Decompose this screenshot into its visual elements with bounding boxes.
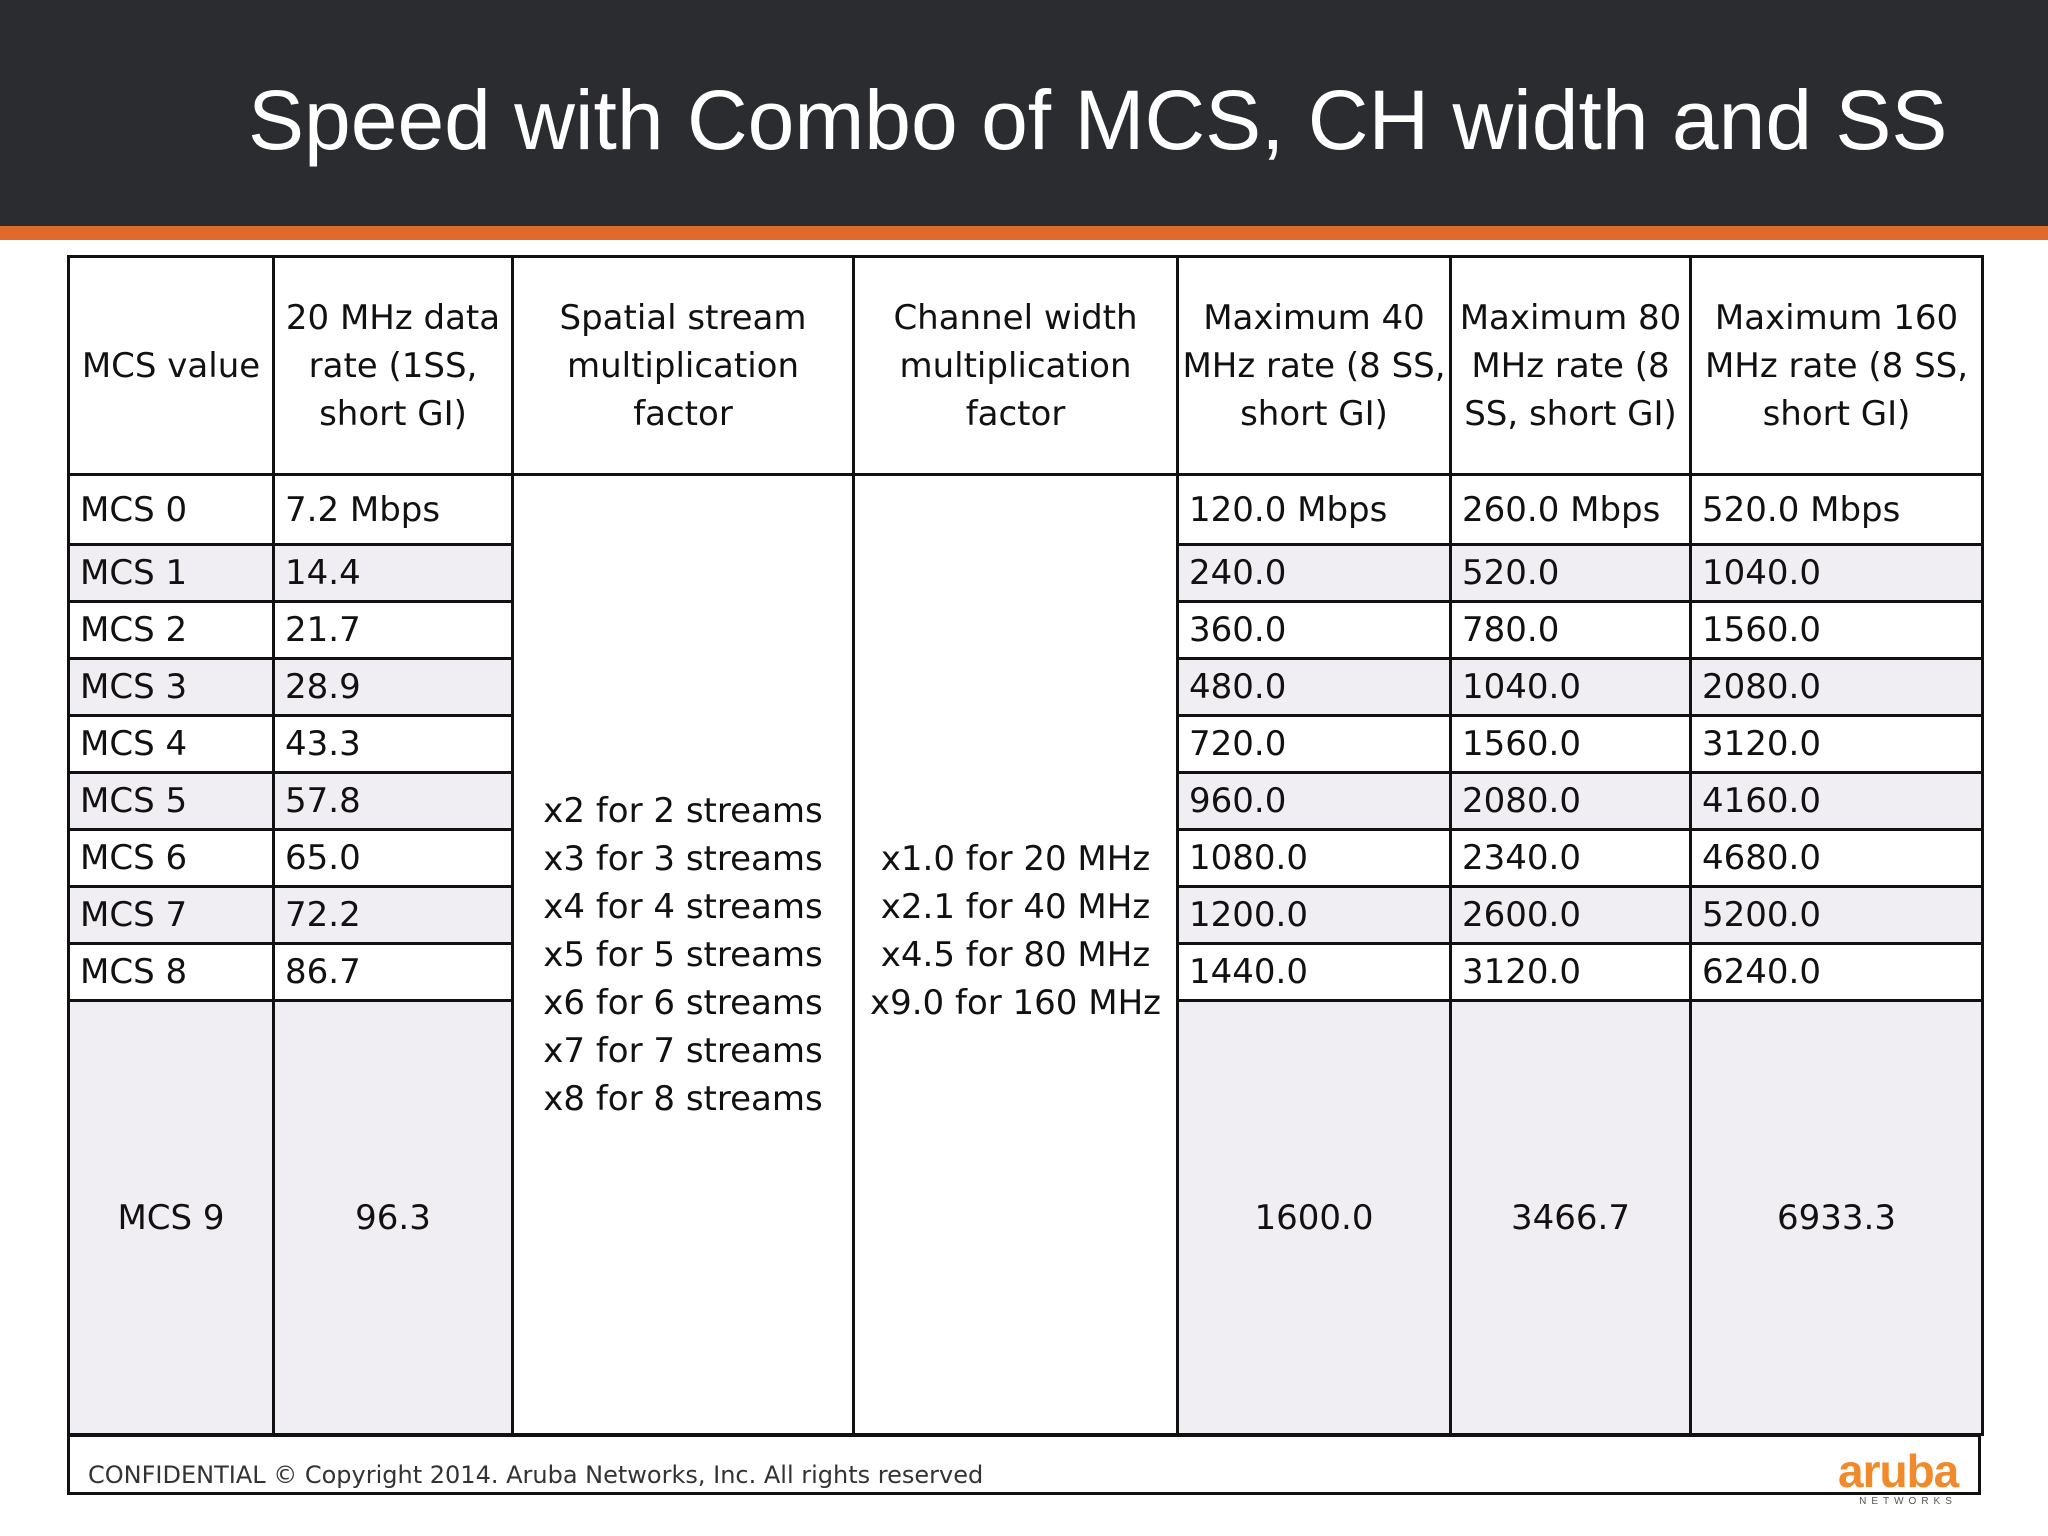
cell-rate-160: 4680.0 (1691, 830, 1983, 887)
cell-rate-40: 720.0 (1178, 716, 1451, 773)
cell-rate-20: 7.2 Mbps (274, 475, 513, 545)
cell-rate-20: 72.2 (274, 887, 513, 944)
spatial-factor-line: x3 for 3 streams (543, 838, 823, 879)
cell-rate-20: 65.0 (274, 830, 513, 887)
cell-rate-160: 1560.0 (1691, 602, 1983, 659)
cell-rate-20: 86.7 (274, 944, 513, 1001)
cell-rate-20: 57.8 (274, 773, 513, 830)
cell-rate-80: 1560.0 (1451, 716, 1691, 773)
channel-factor-line: x9.0 for 160 MHz (869, 982, 1161, 1023)
cell-rate-160: 5200.0 (1691, 887, 1983, 944)
spatial-factor-line: x4 for 4 streams (543, 886, 823, 927)
cell-rate-160: 6240.0 (1691, 944, 1983, 1001)
cell-mcs: MCS 8 (69, 944, 274, 1001)
cell-rate-160: 6933.3 (1691, 1001, 1983, 1435)
cell-rate-20: 96.3 (274, 1001, 513, 1435)
cell-rate-40: 1600.0 (1178, 1001, 1451, 1435)
cell-mcs: MCS 6 (69, 830, 274, 887)
logo-subtext: NETWORKS (1859, 1496, 1957, 1507)
cell-mcs: MCS 0 (69, 475, 274, 545)
cell-rate-80: 520.0 (1451, 545, 1691, 602)
cell-rate-80: 260.0 Mbps (1451, 475, 1691, 545)
header-80mhz-rate: Maximum 80 MHz rate (8 SS, short GI) (1451, 257, 1691, 475)
cell-rate-40: 960.0 (1178, 773, 1451, 830)
cell-rate-40: 1200.0 (1178, 887, 1451, 944)
cell-mcs: MCS 2 (69, 602, 274, 659)
cell-rate-80: 2340.0 (1451, 830, 1691, 887)
cell-rate-40: 120.0 Mbps (1178, 475, 1451, 545)
channel-factor-line: x4.5 for 80 MHz (880, 934, 1151, 975)
spatial-factor-line: x8 for 8 streams (543, 1078, 823, 1119)
cell-mcs: MCS 4 (69, 716, 274, 773)
spatial-factor-cell (513, 475, 854, 1435)
cell-mcs: MCS 5 (69, 773, 274, 830)
cell-rate-40: 360.0 (1178, 602, 1451, 659)
cell-rate-40: 1440.0 (1178, 944, 1451, 1001)
cell-rate-80: 3466.7 (1451, 1001, 1691, 1435)
cell-rate-40: 1080.0 (1178, 830, 1451, 887)
cell-rate-160: 3120.0 (1691, 716, 1983, 773)
aruba-logo (1838, 1445, 1978, 1508)
cell-rate-160: 4160.0 (1691, 773, 1983, 830)
cell-rate-80: 780.0 (1451, 602, 1691, 659)
table-header-row (69, 257, 1983, 475)
header-mcs-value: MCS value (69, 257, 274, 475)
header-20mhz-rate: 20 MHz data rate (1SS, short GI) (274, 257, 513, 475)
header-channel-factor: Channel width multiplication factor (854, 257, 1178, 475)
cell-rate-160: 520.0 Mbps (1691, 475, 1983, 545)
cell-rate-80: 1040.0 (1451, 659, 1691, 716)
accent-bar (0, 226, 2048, 240)
table-row (69, 475, 1983, 545)
cell-mcs: MCS 9 (69, 1001, 274, 1435)
spatial-factor-line: x5 for 5 streams (543, 934, 823, 975)
slide-title: Speed with Combo of MCS, CH width and SS (248, 73, 1948, 167)
logo-wordmark: aruba (1838, 1445, 1959, 1497)
header-40mhz-rate: Maximum 40 MHz rate (8 SS, short GI) (1178, 257, 1451, 475)
spatial-factor-line: x2 for 2 streams (543, 790, 823, 831)
cell-rate-20: 43.3 (274, 716, 513, 773)
cell-mcs: MCS 1 (69, 545, 274, 602)
cell-rate-40: 480.0 (1178, 659, 1451, 716)
footer-divider (67, 1434, 1981, 1437)
slide-header (0, 0, 2048, 226)
copyright-footer: CONFIDENTIAL © Copyright 2014. Aruba Networks, Inc. All rights reserved (88, 1461, 984, 1489)
cell-mcs: MCS 7 (69, 887, 274, 944)
spatial-factor-line: x7 for 7 streams (543, 1030, 823, 1071)
cell-rate-40: 240.0 (1178, 545, 1451, 602)
data-rate-table (67, 255, 1984, 1436)
channel-factor-line: x1.0 for 20 MHz (880, 838, 1151, 879)
header-spatial-factor: Spatial stream multiplication factor (513, 257, 854, 475)
channel-factor-line: x2.1 for 40 MHz (880, 886, 1151, 927)
cell-rate-80: 2080.0 (1451, 773, 1691, 830)
channel-factor-cell (854, 475, 1178, 1435)
cell-rate-20: 21.7 (274, 602, 513, 659)
header-160mhz-rate: Maximum 160 MHz rate (8 SS, short GI) (1691, 257, 1983, 475)
cell-rate-80: 3120.0 (1451, 944, 1691, 1001)
cell-rate-80: 2600.0 (1451, 887, 1691, 944)
cell-rate-20: 14.4 (274, 545, 513, 602)
spatial-factor-line: x6 for 6 streams (543, 982, 823, 1023)
cell-mcs: MCS 3 (69, 659, 274, 716)
cell-rate-20: 28.9 (274, 659, 513, 716)
cell-rate-160: 2080.0 (1691, 659, 1983, 716)
cell-rate-160: 1040.0 (1691, 545, 1983, 602)
